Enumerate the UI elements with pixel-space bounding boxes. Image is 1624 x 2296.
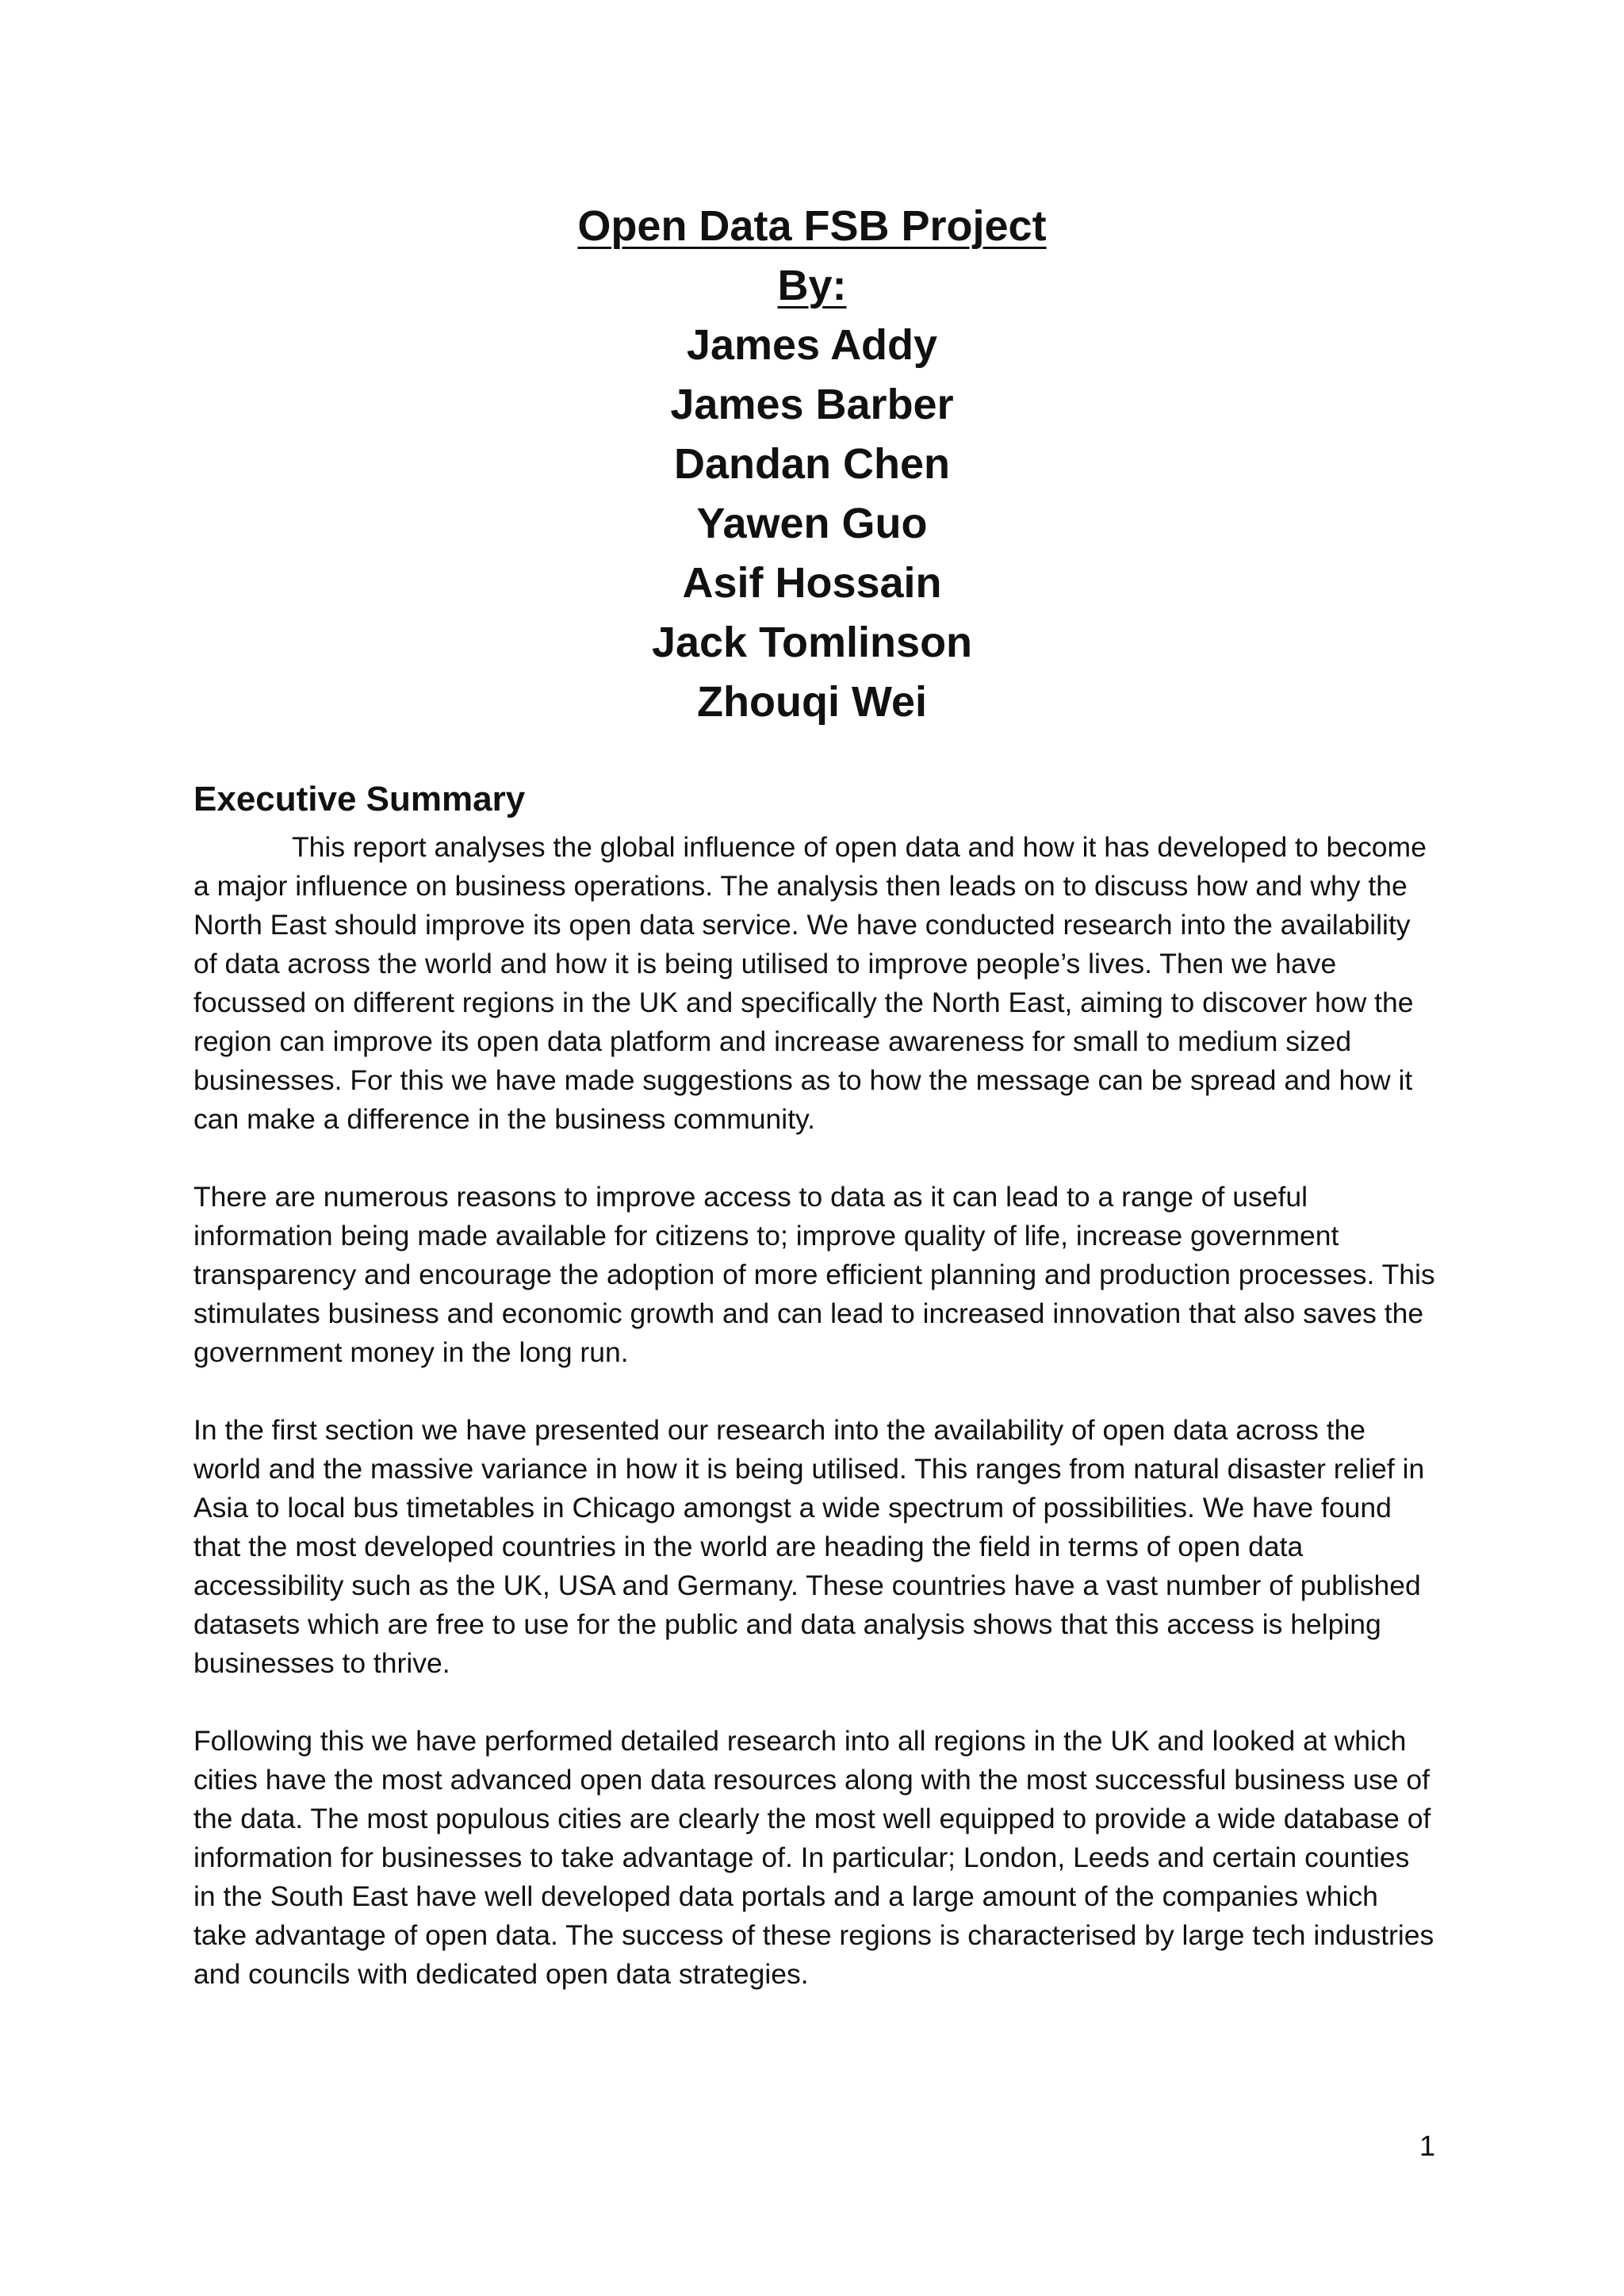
author-name: Zhouqi Wei: [697, 678, 927, 726]
body-paragraph: This report analyses the global influence of open data and how it has developed to become a major influence on business operations. The analysis then leads on to discuss how and why the North East should improve its open data service. We have conducted research into the availability of data across the world and how it is being utilised to improve people’s lives. Then we have focussed on different regions in the UK and specifically the North East, aiming to discover how the region can improve its open data platform and increase awareness for small to medium sized businesses. For this we have made suggestions as to how the message can be spread and how it can make a difference in the business community.: [193, 831, 1427, 1135]
section-heading: Executive Summary: [193, 780, 526, 818]
author-name: Asif Hossain: [682, 559, 942, 607]
body-paragraph: In the first section we have presented our research into the availability of open data across the world and the massive variance in how it is being utilised. This ranges from natural disaster relief in Asia to local bus timetables in Chicago amongst a wide spectrum of possibilities. We have found that the most developed countries in the world are heading the field in terms of open data accessibility such as the UK, USA and Germany. These countries have a vast number of published datasets which are free to use for the public and data analysis shows that this access is helping businesses to thrive.: [193, 1414, 1425, 1679]
document-title: Open Data FSB Project: [577, 202, 1047, 250]
author-name: James Addy: [686, 321, 938, 369]
body-paragraph: Following this we have performed detailed research into all regions in the UK and looked at which cities have the most advanced open data resources along with the most successful business use of the data. The most populous cities are clearly the most well equipped to provide a wide database of information for businesses to take advantage of. In particular; London, Leeds and certain counties in the South East have well developed data portals and a large amount of the companies which take advantage of open data. The success of these regions is characterised by large tech industries and councils with dedicated open data strategies.: [193, 1725, 1434, 1990]
author-name: Dandan Chen: [673, 440, 951, 488]
page-number: 1: [1419, 2129, 1435, 2162]
author-name: Jack Tomlinson: [651, 619, 973, 666]
by-label: By:: [777, 262, 847, 309]
executive-summary-section: [193, 777, 1438, 2033]
author-name: Yawen Guo: [696, 500, 928, 547]
author-name: James Barber: [670, 381, 954, 428]
body-paragraph: There are numerous reasons to improve access to data as it can lead to a range of useful information being made available for citizens to; improve quality of life, increase government transparency and encourage the adoption of more efficient planning and production processes. This stimulates business and economic growth and can lead to increased innovation that also saves the government money in the long run.: [193, 1181, 1435, 1368]
title-block: [0, 197, 1624, 732]
